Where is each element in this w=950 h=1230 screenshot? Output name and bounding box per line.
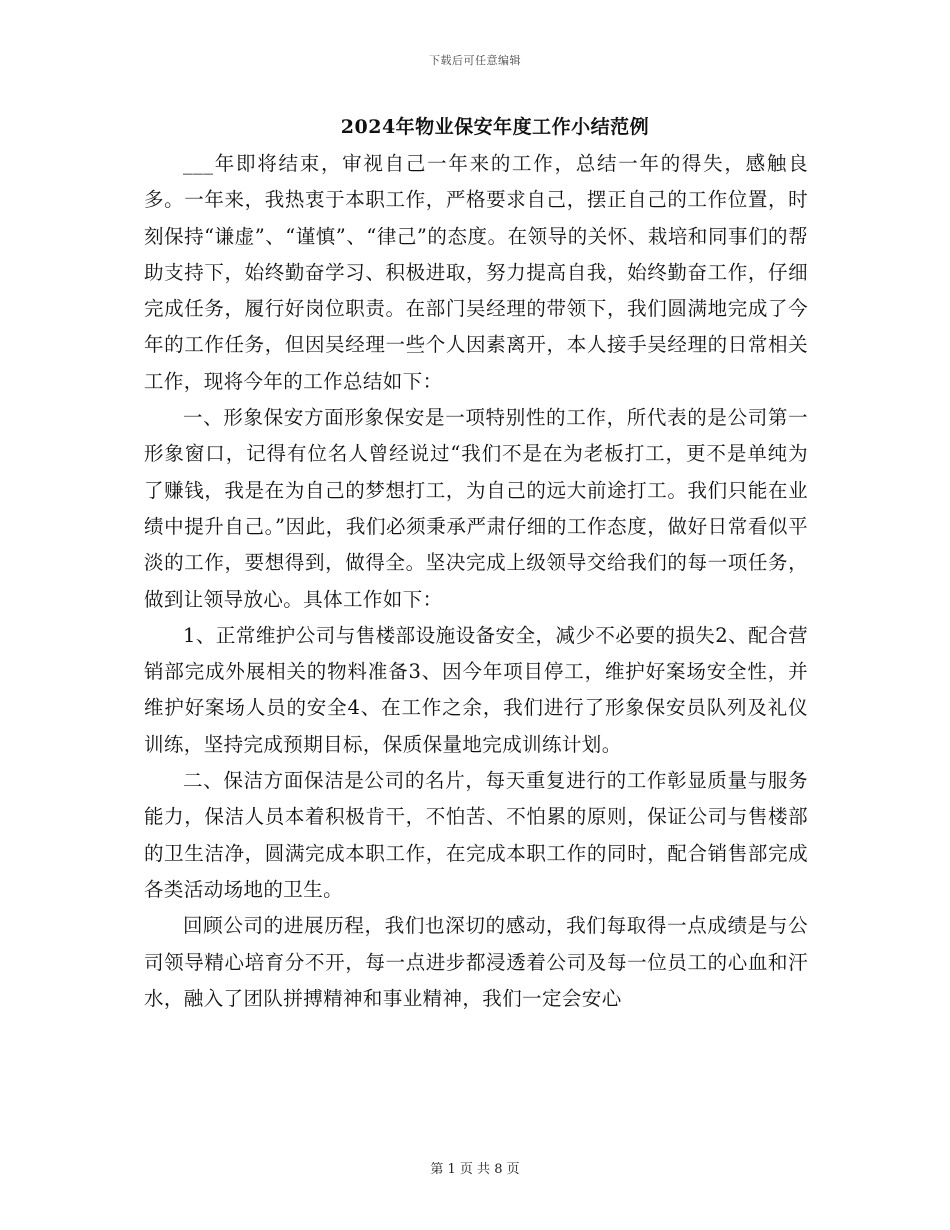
document-title: 2024年物业保安年度工作小结范例	[340, 116, 650, 138]
paragraph-intro: ___年即将结束，审视自己一年来的工作，总结一年的得失，感触良多。一年来，我热衷于本职工作，严格要求自己，摆正自己的工作位置，时刻保持“谦虚”、“谨慎”、“律己”的态度。在领导的关怀、栽培和同事们的帮助支持下，始终勤奋学习、积极进取，努力提高自我，始终勤奋工作，仔细完成任务，履行好岗位职责。在部门吴经理的带领下，我们圆满地完成了今年的工作任务，但因吴经理一些个人因素离开，本人接手吴经理的日常相关工作，现将今年的工作总结如下：	[144, 152, 808, 393]
document-body	[144, 146, 808, 1017]
paragraph-cleaning: 二、保洁方面保洁是公司的名片，每天重复进行的工作彰显质量与服务能力，保洁人员本着积极肯干，不怕苦、不怕累的原则，保证公司与售楼部的卫生洁净，圆满完成本职工作，在完成本职工作的同时，配合销售部完成各类活动场地的卫生。	[144, 769, 808, 901]
page-header-note: 下载后可任意编辑	[429, 54, 521, 67]
paragraph-security-tasks: 1、正常维护公司与售楼部设施设备安全，减少不必要的损失2、配合营销部完成外展相关的物料准备3、因今年项目停工，维护好案场安全性，并维护好案场人员的安全4、在工作之余，我们进行了形象保安员队列及礼仪训练，坚持完成预期目标，保质保量地完成训练计划。	[144, 623, 808, 756]
page-number: 第 1 页 共 8 页	[430, 1162, 520, 1177]
paragraph-security: 一、形象保安方面形象保安是一项特别性的工作，所代表的是公司第一形象窗口，记得有位名人曾经说过“我们不是在为老板打工，更不是单纯为了赚钱，我是在为自己的梦想打工，为自己的远大前途打工。我们只能在业绩中提升自己。”因此，我们必须秉承严肃仔细的工作态度，做好日常看似平淡的工作，要想得到，做得全。坚决完成上级领导交给我们的每一项任务，做到让领导放心。具体工作如下：	[144, 406, 808, 611]
paragraph-review: 回顾公司的进展历程，我们也深切的感动，我们每取得一点成绩是与公司领导精心培育分不开，每一点进步都浸透着公司及每一位员工的心血和汗水，融入了团队拼搏精神和事业精神，我们一定会安心	[144, 914, 808, 1010]
